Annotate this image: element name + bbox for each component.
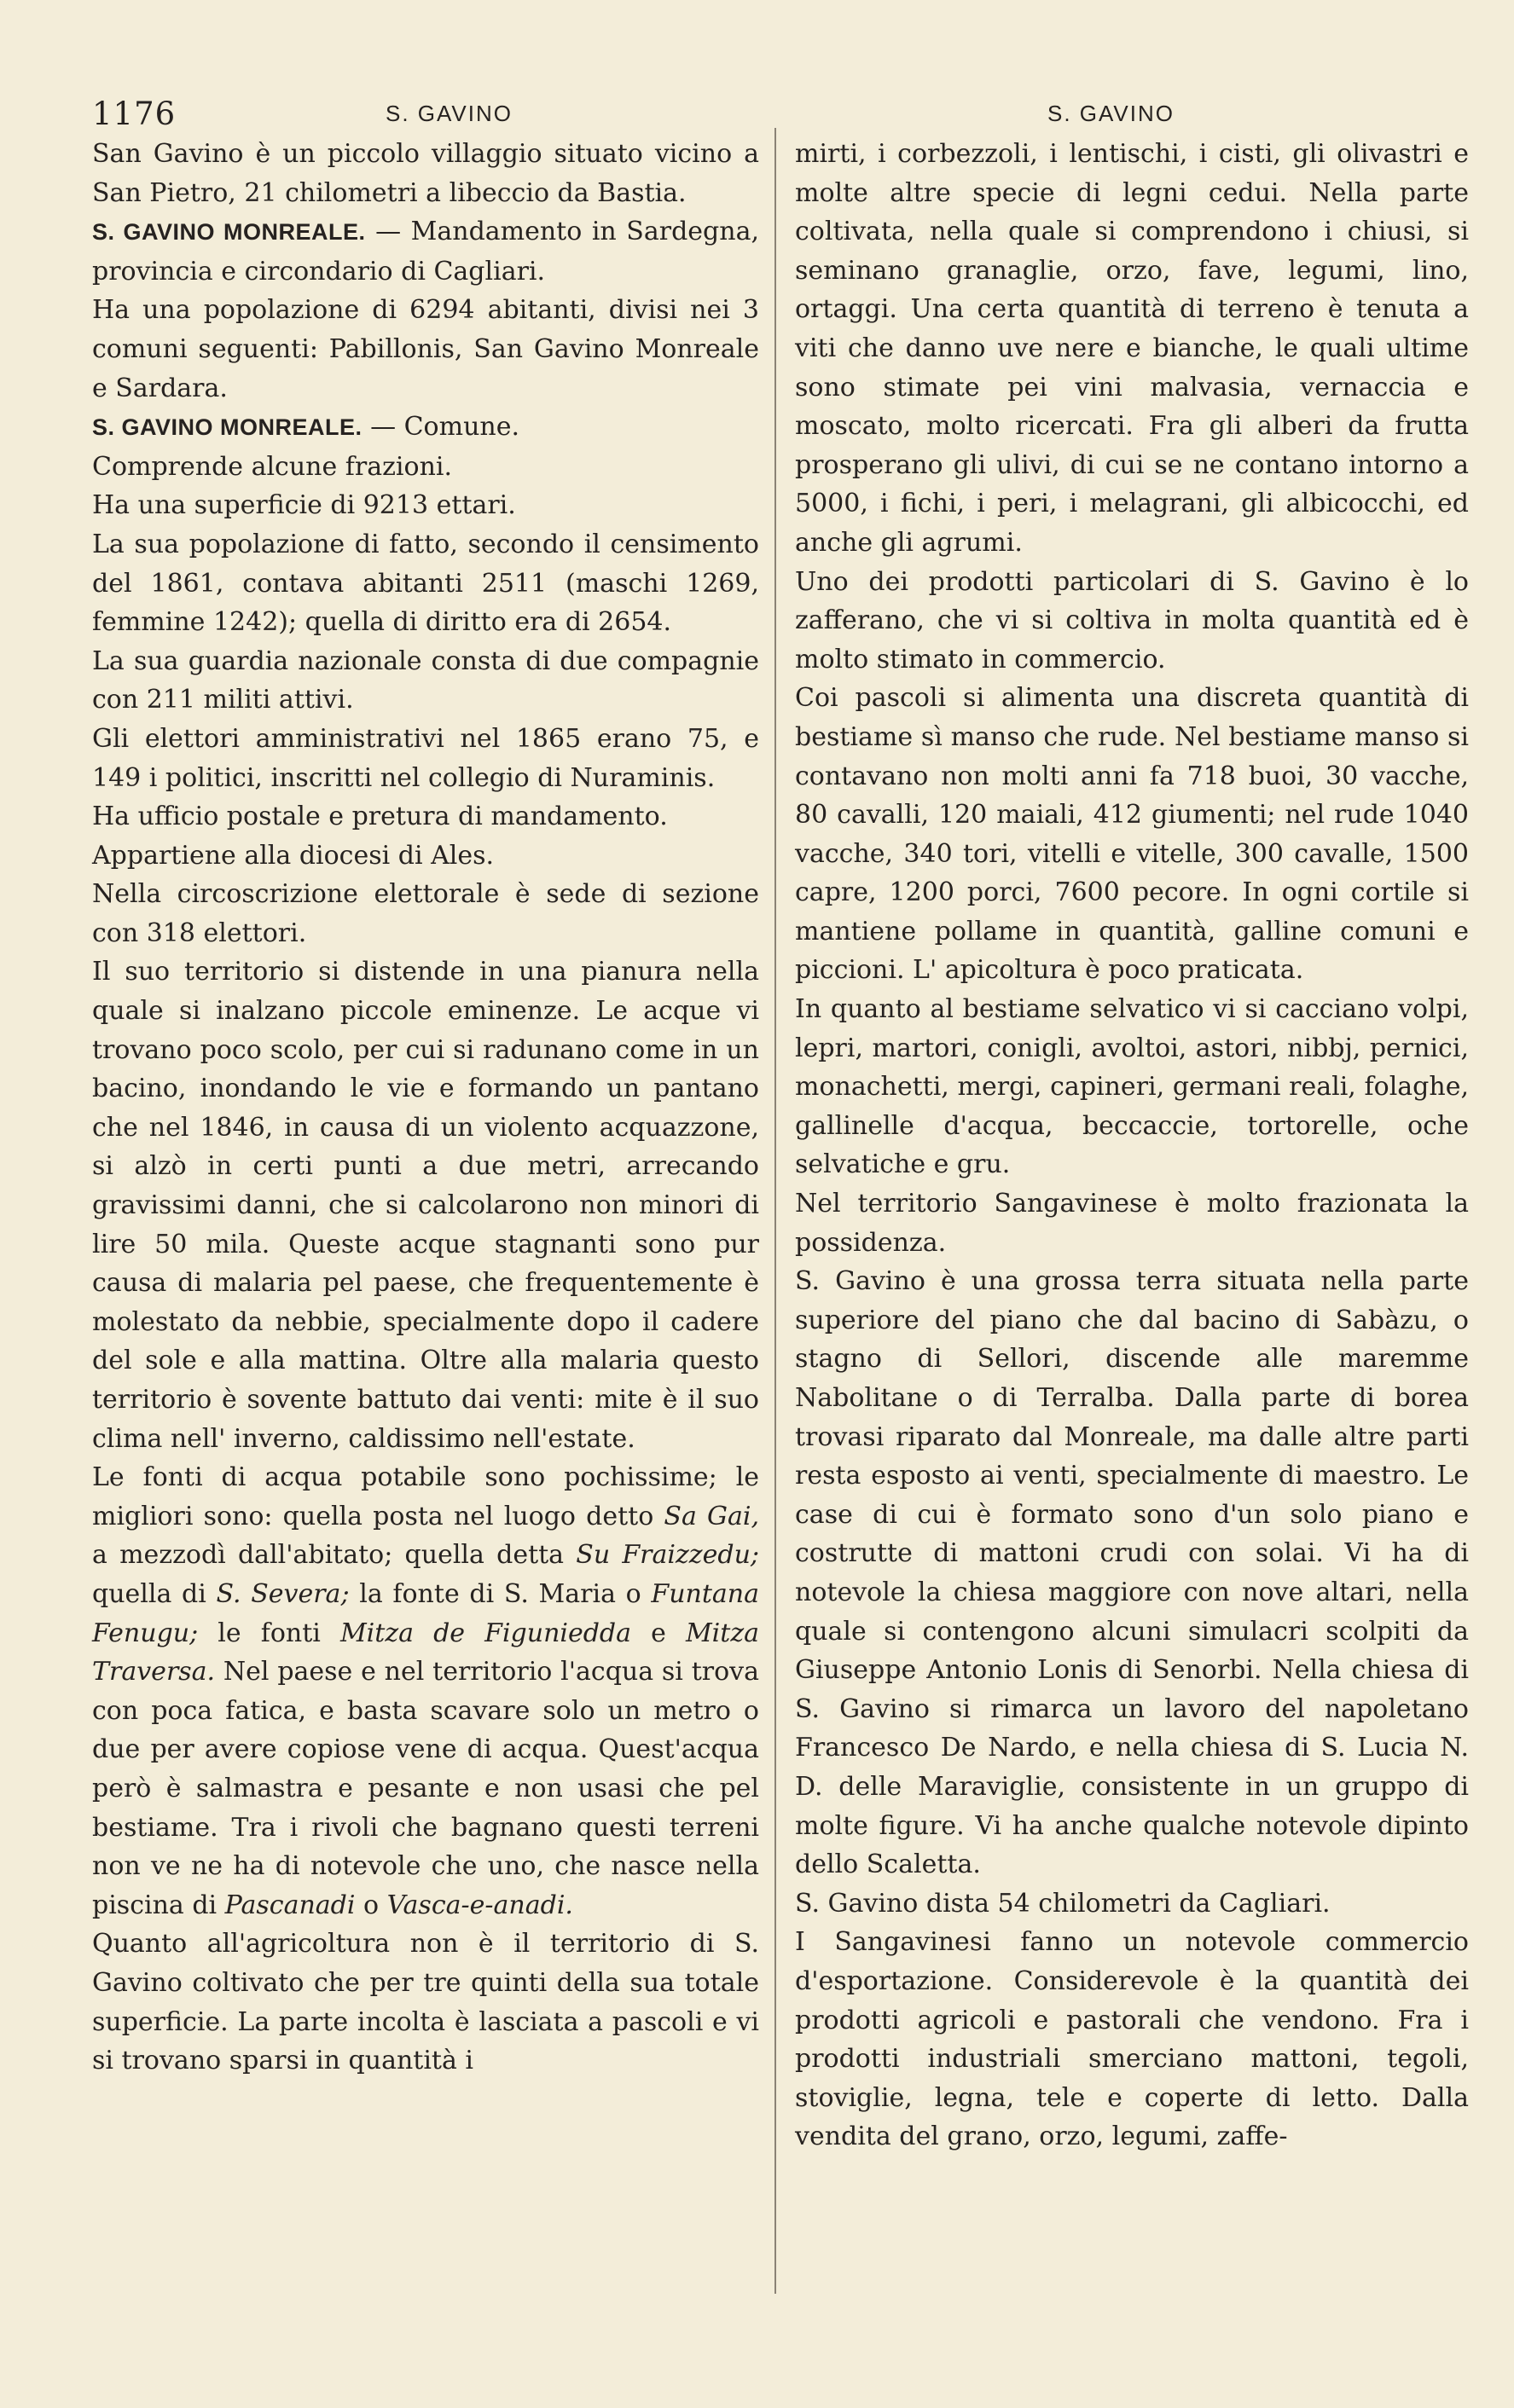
paragraph: Gli elettori amministrativi nel 1865 erano 75, e 149 i politici, inscritti nel collegio di Nuraminis. — [92, 723, 759, 793]
place-name: Mitza de Figuniedda — [339, 1618, 632, 1648]
place-name: Mitza Traversa. — [92, 1618, 760, 1687]
place-name: Vasca-e-anadi. — [386, 1890, 573, 1920]
running-head-right: S. GAVINO — [1047, 101, 1175, 126]
paragraph: Nel territorio Sangavinese è molto frazionata la possidenza. — [795, 1189, 1469, 1258]
paragraph: Ha una superficie di 9213 ettari. — [92, 490, 516, 521]
paragraph: mirti, i corbezzoli, i lentischi, i cisti, gli olivastri e molte altre specie di legni cedui. Nella parte coltivata, nella quale si comprendono i chiusi, si seminano granaglie, orzo, fave, legumi, lino, ortaggi. Una certa quantità di terreno è tenuta a viti che danno uve nere e bianche, le quali ultime sono stimate pei vini malvasia, vernaccia e moscato, molto ricercati. Fra gli alberi da frutta prosperano gli ulivi, di cui se ne contano intorno a 5000, i fichi, i peri, i melagrani, gli albicocchi, ed anche gli agrumi. — [795, 139, 1469, 558]
paragraph: S. Gavino dista 54 chilometri da Cagliari. — [795, 1888, 1331, 1919]
entry-text: — Mandamento in Sardegna, provincia e circondario di Cagliari. — [92, 217, 759, 287]
paragraph: Il suo territorio si distende in una pianura nella quale si inalzano piccole eminenze. Le acque vi trovano poco scolo, per cui si radunano come in un bacino, inondando le vie e formando un pantano che nel 1846, in causa di un violento acquazzone, si alzò in certi punti a due metri, arrecando gravissimi danni, che si calcolarono non minori di lire 50 mila. Queste acque stagnanti sono pur causa di malaria pel paese, che frequentemente è molestato da nebbie, specialmente dopo il cadere del sole e alla mattina. Oltre alla malaria questo territorio è sovente battuto dai venti: mite è il suo clima nell' inverno, caldissimo nell'estate. — [92, 957, 759, 1454]
paragraph: La sua guardia nazionale consta di due compagnie con 211 militi attivi. — [92, 645, 759, 715]
right-column — [795, 135, 1469, 2156]
paragraph: Ha una popolazione di 6294 abitanti, divisi nei 3 comuni seguenti: Pabillonis, San Gavino Monreale e Sardara. — [92, 295, 759, 403]
place-name: Funtana Fenugu; — [92, 1578, 759, 1648]
running-head-left: S. GAVINO — [386, 101, 513, 126]
paragraph: S. Gavino è una grossa terra situata nella parte superiore del piano che dal bacino di Sabàzu, o stagno di Sellori, discende alle maremme Nabolitane o di Terralba. Dalla parte di borea trovasi riparato dal Monreale, ma dalle altre parti resta esposto ai venti, specialmente di maestro. Le case di cui è formato sono d'un solo piano e costrutte di mattoni crudi con solai. Vi ha di notevole la chiesa maggiore con nove altari, nella quale si contengono alcuni simulacri scolpiti da Giuseppe Antonio Lonis di Senorbi. Nella chiesa di S. Gavino si rimarca un lavoro del napoletano Francesco De Nardo, e nella chiesa di S. Lucia N. D. delle Maraviglie, consistente in un gruppo di molte figure. Vi ha anche qualche notevole dipinto dello Scaletta. — [795, 1266, 1469, 1880]
paragraph: In quanto al bestiame selvatico vi si cacciano volpi, lepri, martori, conigli, avoltoi, astori, nibbj, pernici, monachetti, mergi, capineri, germani reali, folaghe, gallinelle d'acqua, beccaccie, tortorelle, oche selvatiche e gru. — [795, 994, 1469, 1180]
paragraph: San Gavino è un piccolo villaggio situato vicino a San Pietro, 21 chilometri a libeccio da Bastia. — [92, 139, 759, 208]
paragraph: Appartiene alla diocesi di Ales. — [92, 840, 495, 871]
place-name: S. Severa; — [216, 1578, 350, 1609]
paragraph: Quanto all'agricoltura non è il territorio di S. Gavino coltivato che per tre quinti della sua totale superficie. La parte incolta è lasciata a pascoli e vi si trovano sparsi in quantità i — [92, 1929, 759, 2076]
entry-heading: S. GAVINO MONREALE. — [92, 219, 366, 246]
paragraph: I Sangavinesi fanno un notevole commercio d'esportazione. Considerevole è la quantità dei prodotti agricoli e pastorali che vendono. Fra i prodotti industriali smerciano mattoni, tegoli, stoviglie, legna, tele e coperte di letto. Dalla vendita del grano, orzo, legumi, zaffe- — [795, 1927, 1469, 2152]
entry-paragraph — [92, 212, 759, 291]
left-column — [92, 135, 759, 2081]
page-number: 1176 — [92, 96, 177, 132]
paragraph: Uno dei prodotti particolari di S. Gavino è lo zafferano, che vi si coltiva in molta quantità ed è molto stimato in commercio. — [795, 566, 1469, 674]
place-name: Su Fraizzedu; — [576, 1540, 759, 1571]
place-name: Sa Gai, — [664, 1501, 759, 1531]
paragraph: Ha ufficio postale e pretura di mandamento. — [92, 802, 668, 832]
place-name: Pascanadi — [224, 1890, 356, 1920]
paragraph: La sua popolazione di fatto, secondo il censimento del 1861, contava abitanti 2511 (maschi 1269, femmine 1242); quella di diritto era di 2654. — [92, 529, 759, 638]
entry-text: — Comune. — [362, 412, 519, 443]
paragraph: Nella circoscrizione elettorale è sede di sezione con 318 elettori. — [92, 879, 759, 948]
entry-heading: S. GAVINO MONREALE. — [92, 414, 363, 441]
entry-paragraph — [92, 408, 759, 448]
paragraph: Coi pascoli si alimenta una discreta quantità di bestiame sì manso che rude. Nel bestiame manso si contavano non molti anni fa 718 buoi, 30 vacche, 80 cavalli, 120 maiali, 412 giumenti; nel rude 1040 vacche, 340 tori, vitelli e vitelle, 300 cavalle, 1500 capre, 1200 porci, 7600 pecore. In ogni cortile si mantiene pollame in quantità, galline comuni e piccioni. L' apicoltura è poco praticata. — [795, 683, 1469, 986]
column-divider — [774, 128, 776, 2294]
paragraph-springs: Le fonti di acqua potabile sono pochissime; le migliori sono: quella posta nel luogo detto Sa Gai, a mezzodì dall'abitato; quella detta Su Fraizzedu; quella di S. Severa; la fonte di S. Maria o Funtana Fenugu; le fonti Mitza de Figuniedda e Mitza Traversa. Nel paese e nel territorio l'acqua si trova con poca fatica, e basta scavare solo un metro o due per avere copiose vene di acqua. Quest'acqua però è salmastra e pesante e non usasi che pel bestiame. Tra i rivoli che bagnano questi terreni non ve ne ha di notevole che uno, che nasce nella piscina di Pascanadi o Vasca-e-anadi. — [92, 1462, 760, 1920]
paragraph: Comprende alcune frazioni. — [92, 451, 453, 482]
